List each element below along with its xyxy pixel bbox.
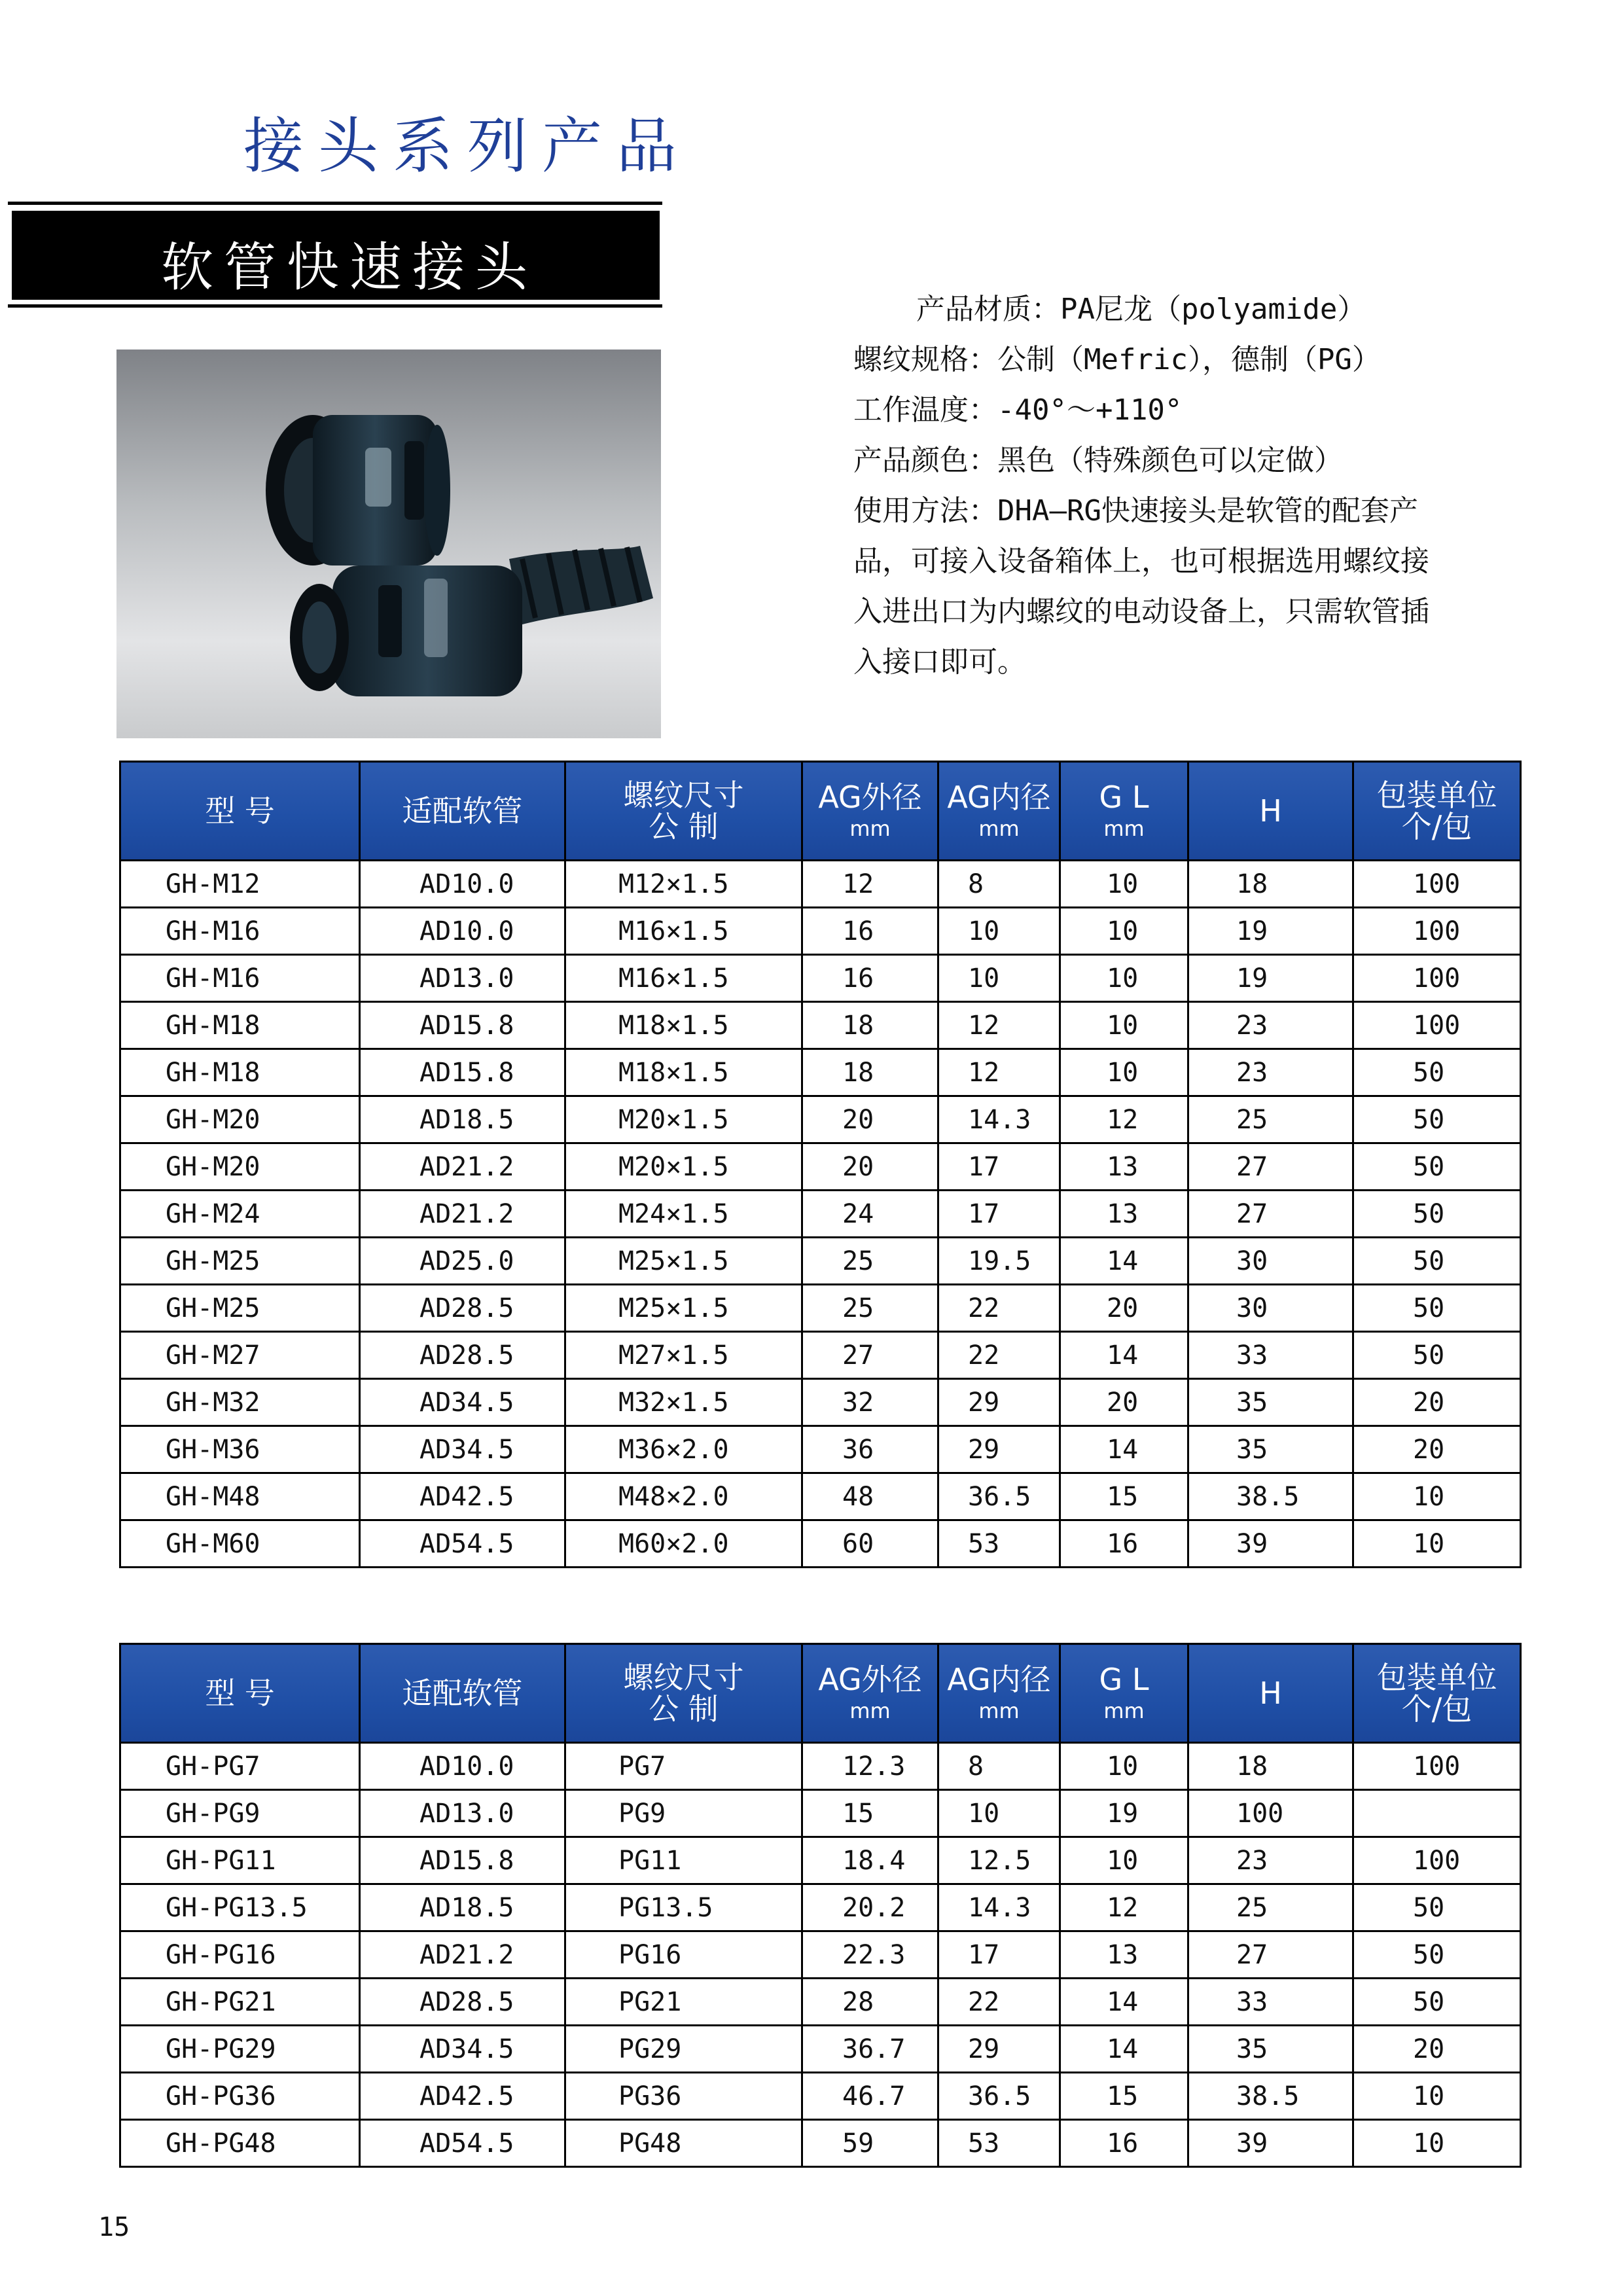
table-cell: 20 (1060, 1285, 1188, 1332)
table-cell: 17 (938, 1931, 1060, 1979)
table-cell: 12 (1060, 1096, 1188, 1143)
table-cell: AD21.2 (360, 1143, 565, 1191)
table-cell: PG21 (565, 1979, 802, 2026)
table-cell: M60×2.0 (565, 1520, 802, 1568)
table-cell: M12×1.5 (565, 861, 802, 908)
table-cell: AD28.5 (360, 1332, 565, 1379)
table-cell: 100 (1353, 908, 1521, 955)
table-row (120, 1096, 1521, 1143)
table-row (120, 908, 1521, 955)
desc-thread-spec: 螺纹规格：公制（Mefric），德制（PG） (853, 343, 1381, 376)
table-row (120, 1238, 1521, 1285)
table-row (120, 1143, 1521, 1191)
table-cell: M18×1.5 (565, 1002, 802, 1049)
header-thread: 螺纹尺寸 公 制 (565, 762, 802, 861)
table-cell: 100 (1353, 955, 1521, 1002)
table-cell: 60 (802, 1520, 938, 1568)
table-cell: AD25.0 (360, 1238, 565, 1285)
desc-color: 产品颜色：黑色（特殊颜色可以定做） (853, 444, 1343, 477)
desc-usage-line-3: 入进出口为内螺纹的电动设备上，只需软管插 (853, 595, 1429, 628)
table-cell: 10 (1060, 908, 1188, 955)
table-cell: 53 (938, 2120, 1060, 2167)
table-cell: 50 (1353, 1096, 1521, 1143)
table-row (120, 2026, 1521, 2073)
table-cell: M20×1.5 (565, 1143, 802, 1191)
table-cell: 100 (1188, 1790, 1353, 1837)
table-cell: 12.5 (938, 1837, 1060, 1884)
connector-illustration (116, 350, 661, 738)
table-cell: 10 (1353, 2120, 1521, 2167)
table-cell: 14 (1060, 1426, 1188, 1473)
table-cell: M20×1.5 (565, 1096, 802, 1143)
table-row (120, 1979, 1521, 2026)
table-cell: GH-M27 (120, 1332, 360, 1379)
table-cell: 36 (802, 1426, 938, 1473)
table-cell: 50 (1353, 1191, 1521, 1238)
table-cell: M48×2.0 (565, 1473, 802, 1520)
table-cell: 25 (1188, 1096, 1353, 1143)
header-model: 型 号 (120, 1644, 360, 1743)
table-row (120, 1743, 1521, 1790)
table-row (120, 1285, 1521, 1332)
product-description (853, 284, 1541, 687)
table-cell: 27 (1188, 1931, 1353, 1979)
table-cell: 36.5 (938, 1473, 1060, 1520)
table-cell: 20 (1060, 1379, 1188, 1426)
table-cell: 19 (1188, 955, 1353, 1002)
table-cell: AD15.8 (360, 1049, 565, 1096)
table-cell: 12.3 (802, 1743, 938, 1790)
table-cell: 22 (938, 1285, 1060, 1332)
table-cell: 46.7 (802, 2073, 938, 2120)
header-gl: G L mm (1060, 762, 1188, 861)
table-cell: AD42.5 (360, 2073, 565, 2120)
table-cell: 33 (1188, 1332, 1353, 1379)
table-cell: 13 (1060, 1143, 1188, 1191)
table-cell: 10 (938, 1790, 1060, 1837)
header-pack: 包装单位 个/包 (1353, 762, 1521, 861)
table-cell: 24 (802, 1191, 938, 1238)
table-cell: 15 (802, 1790, 938, 1837)
table-cell: 14 (1060, 1979, 1188, 2026)
table-cell: 29 (938, 2026, 1060, 2073)
header-h: H (1188, 762, 1353, 861)
table-cell: M24×1.5 (565, 1191, 802, 1238)
table-cell: AD54.5 (360, 2120, 565, 2167)
table-cell: PG29 (565, 2026, 802, 2073)
table-cell: 50 (1353, 1979, 1521, 2026)
table-cell: AD15.8 (360, 1002, 565, 1049)
table-cell: PG13.5 (565, 1884, 802, 1931)
table-cell: 14 (1060, 1332, 1188, 1379)
pg-header-row (120, 1644, 1521, 1743)
table-cell (1353, 1790, 1521, 1837)
table-row (120, 2073, 1521, 2120)
metric-spec-table (119, 761, 1522, 1568)
table-cell: 13 (1060, 1191, 1188, 1238)
table-cell: 35 (1188, 2026, 1353, 2073)
table-cell: 16 (802, 908, 938, 955)
series-title: 接头系列产品 (243, 111, 692, 181)
table-cell: 18 (1188, 1743, 1353, 1790)
table-cell: 27 (802, 1332, 938, 1379)
table-cell: 14.3 (938, 1096, 1060, 1143)
table-cell: GH-M16 (120, 908, 360, 955)
table-cell: GH-M24 (120, 1191, 360, 1238)
table-cell: 20 (1353, 1426, 1521, 1473)
table-cell: M25×1.5 (565, 1285, 802, 1332)
table-cell: AD13.0 (360, 1790, 565, 1837)
table-cell: 16 (802, 955, 938, 1002)
table-cell: 19 (1060, 1790, 1188, 1837)
table-cell: 27 (1188, 1191, 1353, 1238)
table-cell: 20 (802, 1143, 938, 1191)
table-row (120, 1426, 1521, 1473)
table-cell: 23 (1188, 1049, 1353, 1096)
header-h: H (1188, 1644, 1353, 1743)
table-cell: 12 (938, 1049, 1060, 1096)
table-cell: 18 (802, 1002, 938, 1049)
desc-usage-line-1: 使用方法：DHA—RG快速接头是软管的配套产 (853, 494, 1418, 528)
table-cell: 35 (1188, 1426, 1353, 1473)
table-cell: AD28.5 (360, 1285, 565, 1332)
header-ag-inner: AG内径 mm (938, 1644, 1060, 1743)
table-cell: 28 (802, 1979, 938, 2026)
table-row (120, 955, 1521, 1002)
table-cell: 39 (1188, 2120, 1353, 2167)
table-cell: 12 (938, 1002, 1060, 1049)
table-cell: 8 (938, 861, 1060, 908)
table-cell: 50 (1353, 1884, 1521, 1931)
metric-header-row (120, 762, 1521, 861)
table-cell: AD10.0 (360, 861, 565, 908)
table-cell: PG11 (565, 1837, 802, 1884)
table-cell: 10 (1353, 2073, 1521, 2120)
table-cell: 10 (938, 908, 1060, 955)
header-model: 型 号 (120, 762, 360, 861)
table-cell: 53 (938, 1520, 1060, 1568)
desc-temperature: 工作温度：-40°～+110° (853, 393, 1183, 427)
table-cell: GH-PG9 (120, 1790, 360, 1837)
table-cell: 36.5 (938, 2073, 1060, 2120)
desc-usage-line-2: 品，可接入设备箱体上，也可根据选用螺纹接 (853, 545, 1429, 578)
table-cell: GH-M36 (120, 1426, 360, 1473)
table-cell: AD18.5 (360, 1884, 565, 1931)
header-hose: 适配软管 (360, 762, 565, 861)
table-cell: M36×2.0 (565, 1426, 802, 1473)
table-cell: 18.4 (802, 1837, 938, 1884)
header-thread: 螺纹尺寸 公 制 (565, 1644, 802, 1743)
table-row (120, 1790, 1521, 1837)
table-cell: 48 (802, 1473, 938, 1520)
table-row (120, 1837, 1521, 1884)
table-cell: PG7 (565, 1743, 802, 1790)
table-cell: M16×1.5 (565, 955, 802, 1002)
table-cell: 10 (1353, 1520, 1521, 1568)
table-row (120, 1931, 1521, 1979)
header-gl: G L mm (1060, 1644, 1188, 1743)
table-cell: GH-M16 (120, 955, 360, 1002)
table-cell: 30 (1188, 1285, 1353, 1332)
table-cell: 100 (1353, 1002, 1521, 1049)
table-cell: 35 (1188, 1379, 1353, 1426)
table-cell: 22 (938, 1979, 1060, 2026)
table-cell: PG48 (565, 2120, 802, 2167)
table-cell: 10 (1060, 955, 1188, 1002)
section-banner (12, 211, 660, 300)
product-photo (116, 350, 661, 738)
table-cell: AD21.2 (360, 1931, 565, 1979)
table-cell: 10 (1060, 1002, 1188, 1049)
table-cell: GH-PG21 (120, 1979, 360, 2026)
table-cell: 17 (938, 1143, 1060, 1191)
table-cell: 50 (1353, 1285, 1521, 1332)
table-cell: 39 (1188, 1520, 1353, 1568)
table-row (120, 1002, 1521, 1049)
table-cell: 25 (802, 1285, 938, 1332)
table-cell: 13 (1060, 1931, 1188, 1979)
table-cell: 50 (1353, 1931, 1521, 1979)
table-cell: AD18.5 (360, 1096, 565, 1143)
table-row (120, 2120, 1521, 2167)
table-cell: 16 (1060, 1520, 1188, 1568)
table-cell: AD10.0 (360, 908, 565, 955)
pg-spec-table (119, 1643, 1522, 2168)
table-cell: 100 (1353, 1743, 1521, 1790)
table-cell: 50 (1353, 1332, 1521, 1379)
table-cell: M18×1.5 (565, 1049, 802, 1096)
table-cell: AD34.5 (360, 1426, 565, 1473)
table-cell: AD13.0 (360, 955, 565, 1002)
table-cell: GH-M60 (120, 1520, 360, 1568)
table-cell: AD10.0 (360, 1743, 565, 1790)
desc-material: 产品材质：PA尼龙（polyamide） (916, 293, 1366, 326)
table-cell: 15 (1060, 2073, 1188, 2120)
table-cell: 59 (802, 2120, 938, 2167)
table-cell: AD54.5 (360, 1520, 565, 1568)
table-cell: 38.5 (1188, 1473, 1353, 1520)
table-cell: 25 (1188, 1884, 1353, 1931)
section-title: 软管快速接头 (161, 237, 538, 298)
table-cell: GH-PG29 (120, 2026, 360, 2073)
header-pack: 包装单位 个/包 (1353, 1644, 1521, 1743)
header-ag-outer: AG外径 mm (802, 762, 938, 861)
table-cell: 32 (802, 1379, 938, 1426)
table-cell: M25×1.5 (565, 1238, 802, 1285)
table-cell: 36.7 (802, 2026, 938, 2073)
table-cell: GH-M25 (120, 1238, 360, 1285)
table-cell: GH-M32 (120, 1379, 360, 1426)
table-cell: 38.5 (1188, 2073, 1353, 2120)
table-cell: AD34.5 (360, 2026, 565, 2073)
table-cell: PG9 (565, 1790, 802, 1837)
table-cell: 10 (1353, 1473, 1521, 1520)
table-cell: 10 (1060, 861, 1188, 908)
table-cell: 27 (1188, 1143, 1353, 1191)
table-cell: 18 (1188, 861, 1353, 908)
table-row (120, 1332, 1521, 1379)
table-cell: 8 (938, 1743, 1060, 1790)
page-number: 15 (98, 2212, 130, 2242)
table-cell: 22.3 (802, 1931, 938, 1979)
table-cell: AD42.5 (360, 1473, 565, 1520)
table-cell: GH-M12 (120, 861, 360, 908)
table-cell: M32×1.5 (565, 1379, 802, 1426)
table-cell: M27×1.5 (565, 1332, 802, 1379)
table-cell: GH-PG48 (120, 2120, 360, 2167)
table-cell: AD34.5 (360, 1379, 565, 1426)
table-row (120, 861, 1521, 908)
table-row (120, 1520, 1521, 1568)
table-cell: 50 (1353, 1143, 1521, 1191)
table-cell: 30 (1188, 1238, 1353, 1285)
table-cell: 22 (938, 1332, 1060, 1379)
table-cell: GH-M20 (120, 1143, 360, 1191)
table-cell: 50 (1353, 1238, 1521, 1285)
table-cell: 20 (1353, 2026, 1521, 2073)
table-cell: 10 (1060, 1049, 1188, 1096)
table-cell: AD15.8 (360, 1837, 565, 1884)
table-cell: 100 (1353, 1837, 1521, 1884)
table-cell: 23 (1188, 1002, 1353, 1049)
table-cell: 20 (1353, 1379, 1521, 1426)
header-hose: 适配软管 (360, 1644, 565, 1743)
table-row (120, 1473, 1521, 1520)
table-cell: GH-M20 (120, 1096, 360, 1143)
table-cell: GH-PG36 (120, 2073, 360, 2120)
table-cell: 25 (802, 1238, 938, 1285)
table-cell: 12 (1060, 1884, 1188, 1931)
table-cell: 20 (802, 1096, 938, 1143)
table-cell: GH-M48 (120, 1473, 360, 1520)
table-cell: GH-PG13.5 (120, 1884, 360, 1931)
table-cell: GH-PG16 (120, 1931, 360, 1979)
header-ag-outer: AG外径 mm (802, 1644, 938, 1743)
table-cell: 23 (1188, 1837, 1353, 1884)
table-cell: M16×1.5 (565, 908, 802, 955)
table-cell: GH-M25 (120, 1285, 360, 1332)
table-cell: 18 (802, 1049, 938, 1096)
table-cell: AD21.2 (360, 1191, 565, 1238)
desc-usage-line-4: 入接口即可。 (853, 645, 1026, 679)
table-cell: 17 (938, 1191, 1060, 1238)
table-row (120, 1049, 1521, 1096)
table-cell: 29 (938, 1379, 1060, 1426)
table-cell: 19.5 (938, 1238, 1060, 1285)
table-cell: GH-M18 (120, 1049, 360, 1096)
table-cell: 16 (1060, 2120, 1188, 2167)
table-cell: 12 (802, 861, 938, 908)
table-row (120, 1884, 1521, 1931)
table-row (120, 1191, 1521, 1238)
table-cell: GH-M18 (120, 1002, 360, 1049)
table-cell: 15 (1060, 1473, 1188, 1520)
table-cell: GH-PG7 (120, 1743, 360, 1790)
table-cell: 10 (938, 955, 1060, 1002)
header-ag-inner: AG内径 mm (938, 762, 1060, 861)
table-cell: 14 (1060, 1238, 1188, 1285)
table-cell: AD28.5 (360, 1979, 565, 2026)
table-cell: 100 (1353, 861, 1521, 908)
table-cell: GH-PG11 (120, 1837, 360, 1884)
table-cell: 14.3 (938, 1884, 1060, 1931)
table-cell: 50 (1353, 1049, 1521, 1096)
table-cell: 19 (1188, 908, 1353, 955)
table-cell: 14 (1060, 2026, 1188, 2073)
table-cell: PG36 (565, 2073, 802, 2120)
table-cell: 20.2 (802, 1884, 938, 1931)
table-cell: PG16 (565, 1931, 802, 1979)
table-cell: 10 (1060, 1743, 1188, 1790)
table-cell: 10 (1060, 1837, 1188, 1884)
table-cell: 29 (938, 1426, 1060, 1473)
table-cell: 33 (1188, 1979, 1353, 2026)
table-row (120, 1379, 1521, 1426)
